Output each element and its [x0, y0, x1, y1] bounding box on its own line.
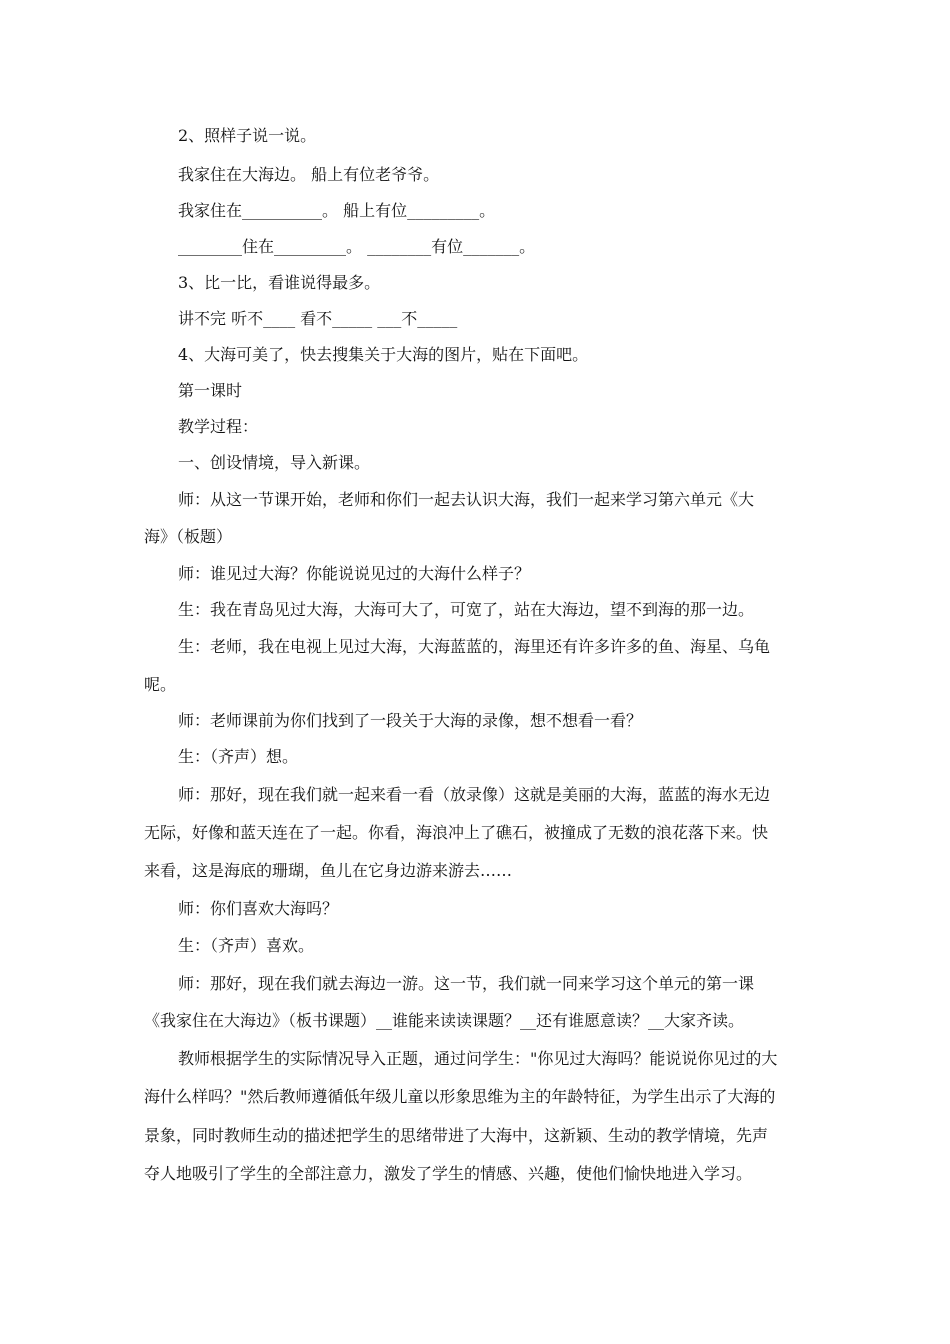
paragraph-line: 生：（齐声）想。	[178, 747, 299, 766]
paragraph-line: 生：老师，我在电视上见过大海，大海蓝蓝的，海里还有许多许多的鱼、海星、乌龟	[178, 637, 771, 656]
section-heading: 一、创设情境，导入新课。	[178, 453, 371, 472]
paragraph-line: 无际，好像和蓝天连在了一起。你看，海浪冲上了礁石，被撞成了无数的浪花落下来。快	[144, 823, 769, 842]
exercise-3-title: 3、比一比，看谁说得最多。	[178, 273, 381, 292]
exercise-2-blank-1: 我家住在__________。 船上有位_________。	[178, 201, 496, 220]
exercise-2-blank-2: ________住在_________。 ________有位_______。	[178, 237, 536, 256]
paragraph-line: 《我家住在大海边》（板书课题）__谁能来读读课题？__还有谁愿意读？__大家齐读。	[144, 1011, 745, 1030]
process-label: 教学过程：	[178, 417, 259, 436]
commentary-line: 景象，同时教师生动的描述把学生的思绪带进了大海中，这新颖、生动的教学情境，先声	[144, 1126, 769, 1145]
commentary-line: 夺人地吸引了学生的全部注意力，激发了学生的情感、兴趣，使他们愉快地进入学习。	[144, 1164, 753, 1183]
lesson-period: 第一课时	[178, 381, 243, 400]
paragraph-line: 师：那好，现在我们就一起来看一看（放录像）这就是美丽的大海，蓝蓝的海水无边	[178, 785, 771, 804]
commentary-line: 海什么样吗？"然后教师遵循低年级儿童以形象思维为主的年龄特征，为学生出示了大海的	[144, 1087, 776, 1106]
exercise-2-title: 2、照样子说一说。	[178, 126, 317, 145]
paragraph-line: 来看，这是海底的珊瑚，鱼儿在它身边游来游去……	[144, 861, 513, 880]
paragraph-line: 师：谁见过大海？你能说说见过的大海什么样子？	[178, 564, 531, 583]
exercise-4-title: 4、大海可美了，快去搜集关于大海的图片，贴在下面吧。	[178, 345, 589, 364]
commentary-line: 教师根据学生的实际情况导入正题，通过问学生："你见过大海吗？能说说你见过的大	[178, 1049, 778, 1068]
paragraph-line: 师：老师课前为你们找到了一段关于大海的录像，想不想看一看？	[178, 711, 643, 730]
paragraph-line: 师：从这一节课开始，老师和你们一起去认识大海，我们一起来学习第六单元《大	[178, 490, 755, 509]
paragraph-line: 生：我在青岛见过大海，大海可大了，可宽了，站在大海边，望不到海的那一边。	[178, 600, 755, 619]
paragraph-line: 生：（齐声）喜欢。	[178, 936, 315, 955]
exercise-2-example: 我家住在大海边。 船上有位老爷爷。	[178, 165, 440, 184]
paragraph-line: 师：你们喜欢大海吗？	[178, 899, 339, 918]
exercise-3-items: 讲不完 听不____ 看不_____ ___不_____	[178, 309, 458, 328]
paragraph-line: 呢。	[144, 675, 177, 694]
paragraph-line: 海》（板题）	[144, 527, 233, 546]
paragraph-line: 师：那好，现在我们就去海边一游。这一节，我们就一同来学习这个单元的第一课	[178, 974, 755, 993]
